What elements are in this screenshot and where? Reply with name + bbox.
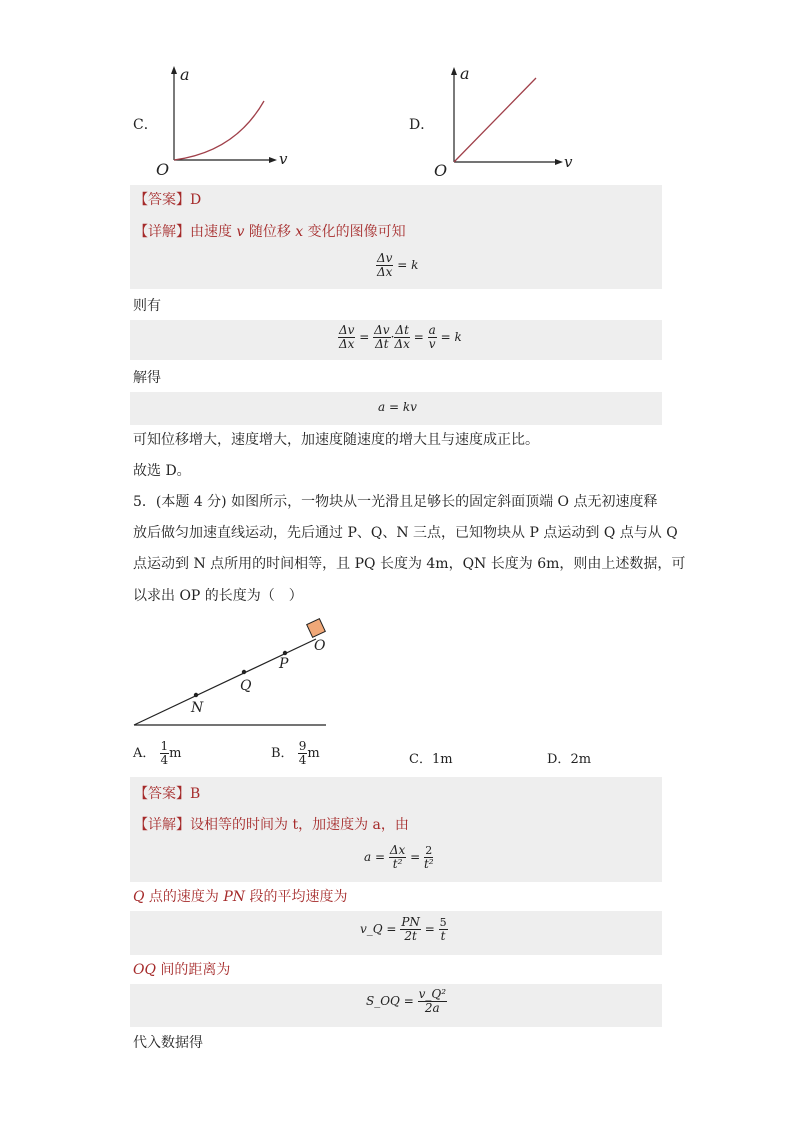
- q5-answer: [134, 784, 200, 804]
- q5-line-1: 5．(本题 4 分) 如图所示，一物块从一光滑且足够长的固定斜面顶端 O 点无初速度释: [133, 494, 658, 510]
- graph-c-axis-y-label: a: [180, 65, 190, 84]
- incline-figure: [130, 615, 340, 730]
- q5-substitute: 代入数据得: [133, 1035, 203, 1051]
- q4-answer: [134, 190, 201, 210]
- graph-c-curve: [174, 101, 264, 160]
- q4-detail-tag: 【详解】: [134, 224, 190, 240]
- graph-c-axis-x-label: v: [279, 150, 288, 168]
- q4-conclusion: 可知位移增大，速度增大，加速度随速度的增大且与速度成正比。: [133, 432, 539, 448]
- point-q: [242, 670, 246, 674]
- q5-equation-1: a = $\frac{\Delta x}{\text{t²}}$ = $\frac{2}{\text{t²}}$: [364, 843, 434, 871]
- label-n: N: [191, 700, 204, 716]
- block-on-incline: [307, 619, 326, 638]
- q4-equation-1: $\frac{\Delta v}{\Delta x}$ = k: [377, 251, 419, 279]
- incline-slope: [134, 639, 316, 725]
- graph-c: [150, 62, 295, 180]
- q4-detail: 【详解】由速度 v 随位移 x 变化的图像可知: [134, 224, 406, 240]
- q5-q-speed-text: Q 点的速度为 PN 段的平均速度为: [133, 889, 348, 905]
- q4-equation-3: a = kv: [378, 400, 417, 414]
- graph-d-axis-x-label: v: [564, 153, 573, 171]
- graph-d-x-arrow-icon: [555, 159, 563, 165]
- q5-equation-3: S_OQ = $\frac{\text{v\_Q²}}{2a}$: [366, 987, 447, 1015]
- graph-d-y-arrow-icon: [451, 67, 457, 75]
- q5-option-a[interactable]: A． $\frac{1}{4}$ m: [133, 739, 182, 767]
- q4-choose: 故选 D。: [133, 463, 191, 479]
- option-d-label: D．: [409, 117, 435, 133]
- q5-option-c[interactable]: C．1m: [409, 752, 453, 767]
- graph-d-origin-label: O: [434, 161, 448, 180]
- point-n: [194, 693, 198, 697]
- graph-c-origin-label: O: [156, 160, 170, 179]
- label-o: O: [314, 638, 326, 654]
- point-p: [283, 651, 287, 655]
- q5-detail: 【详解】设相等的时间为 t，加速度为 a，由: [134, 817, 409, 833]
- q4-then: 则有: [133, 298, 161, 314]
- q5-answer-value: B: [190, 786, 201, 802]
- q5-oq-text: OQ 间的距离为: [133, 962, 231, 978]
- q4-answer-value: D: [190, 192, 202, 208]
- graph-d-axis-y-label: a: [460, 64, 470, 83]
- graph-d: [430, 62, 580, 184]
- label-q: Q: [240, 678, 252, 694]
- q5-line-2: 放后做匀加速直线运动，先后通过 P、Q、N 三点，已知物块从 P 点运动到 Q 点与从 Q: [133, 525, 678, 541]
- option-c-label: C．: [133, 117, 158, 133]
- q5-detail-tag: 【详解】: [134, 817, 190, 833]
- q5-option-d[interactable]: D．2m: [547, 752, 592, 767]
- q5-equation-2: v_Q = $\frac{PN}{2t}$ = $\frac{5}{t}$: [360, 915, 447, 943]
- graph-c-y-arrow-icon: [171, 66, 177, 74]
- q4-solve: 解得: [133, 370, 161, 386]
- q5-line-4: 以求出 OP 的长度为（ ）: [133, 588, 303, 604]
- graph-d-line: [454, 78, 536, 162]
- q5-line-3: 点运动到 N 点所用的时间相等，且 PQ 长度为 4m，QN 长度为 6m，则由上述数据，可: [133, 556, 686, 572]
- q5-option-b[interactable]: B． $\frac{9}{4}$ m: [271, 739, 320, 767]
- q5-answer-tag: 【答案】: [134, 786, 190, 802]
- graph-c-x-arrow-icon: [269, 157, 277, 163]
- q4-answer-tag: 【答案】: [134, 192, 190, 208]
- q4-equation-2: $\frac{\Delta v}{\Delta x}$ = $\frac{\Delta v}{\Delta t}$ · $\frac{\Delta t}{\Delta x}$ = $\frac{a}{v}$ = k: [339, 323, 462, 351]
- label-p: P: [279, 656, 289, 672]
